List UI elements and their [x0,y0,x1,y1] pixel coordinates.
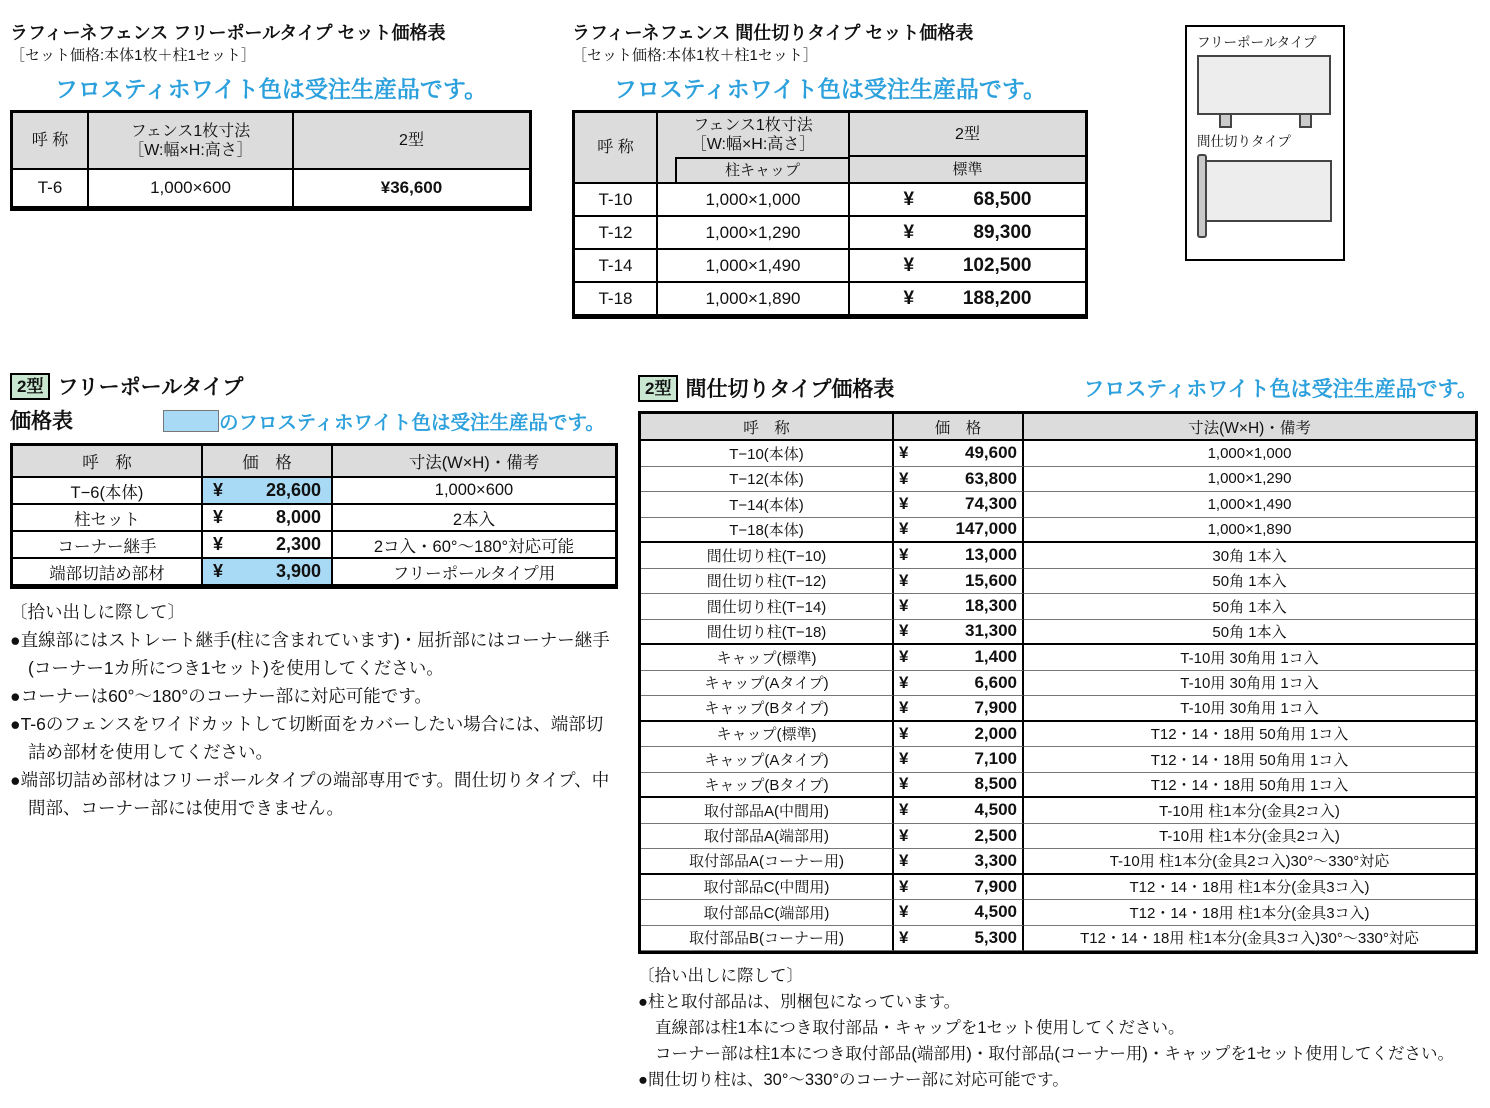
table-row [575,283,1085,316]
cell-name: キャップ(Aタイプ) [641,671,894,697]
yen-sign: ¥ [899,443,909,463]
cell-price [894,722,1024,748]
fence-panel-illustration [1205,160,1332,222]
cell-price [850,283,1085,316]
table-row [641,671,1475,697]
cell-name: 柱セット [13,505,203,532]
price-amount: 2,500 [974,825,1017,845]
cell-name: T−14(本体) [641,492,894,518]
cell-name: T-14 [575,250,658,283]
yen-sign: ¥ [903,188,915,210]
price-amount: 13,000 [965,545,1017,565]
cell-price [894,569,1024,595]
note-item: ●間仕切り柱は、30°〜330°のコーナー部に対応可能です。 [638,1071,1069,1089]
price-amount: 7,100 [974,749,1017,769]
size-header-line2: ［W:幅×H:高さ］ [128,141,253,159]
cell-name: 間仕切り柱(T−10) [641,543,894,569]
table-header-row [641,414,1475,441]
cell-price [894,645,1024,671]
table-row [641,569,1475,595]
cell-name: T−12(本体) [641,467,894,493]
cell-name: 取付部品A(コーナー用) [641,849,894,875]
made-to-order-notice: フロスティホワイト色は受注生産品です。 [54,76,488,102]
note-item: ●端部切詰め部材はフリーポールタイプの端部専用です。間仕切りタイプ、中間部、コーナー部には使用できません。 [10,770,610,818]
table-row [641,467,1475,493]
cell-price [203,478,333,505]
note-item: ●T-6のフェンスをワイドカットして切断面をカバーしたい場合には、端部切詰め部材を使用してください。 [10,714,604,762]
table-row [641,926,1475,952]
price-amount: 89,300 [973,221,1032,243]
yen-sign: ¥ [903,221,915,243]
table-row [641,645,1475,671]
made-to-order-notice: フロスティホワイト色は受注生産品です。 [1083,378,1478,401]
yen-sign: ¥ [899,647,909,667]
note-item: ●直線部にはストレート継手(柱に含まれています)・屈折部にはコーナー継手(コーナー1カ所につき1セット)を使用してください。 [10,630,610,678]
cell-price [894,926,1024,952]
price-amount: 188,200 [962,287,1032,309]
column-header-note: 寸法(W×H)・備考 [1024,414,1475,441]
free-pole-set-price-table [10,110,532,211]
partition-price-section [638,373,1478,1093]
cell-price [894,849,1024,875]
yen-sign: ¥ [899,570,909,590]
partition-type-label: 間仕切りタイプ [1197,134,1291,149]
cell-note: 2コ入・60°〜180°対応可能 [333,532,615,559]
yen-sign: ¥ [899,800,909,820]
column-header-name: 呼 称 [13,113,89,170]
table-header-row [575,113,1085,157]
price-amount: 3,300 [974,850,1017,870]
cell-price [894,696,1024,722]
cell-note: T12・14・18用 柱1本分(金具3コ入)30°〜330°対応 [1024,926,1475,952]
price-amount: 28,600 [265,480,321,500]
cell-note: T12・14・18用 柱1本分(金具3コ入) [1024,900,1475,926]
column-header-type2: 2型 [850,113,1085,157]
subheader-pillar-cap [658,157,850,184]
cell-note: 1,000×1,490 [1024,492,1475,518]
cell-price [894,900,1024,926]
fence-panel-illustration [1197,55,1331,115]
price-amount: 74,300 [965,494,1017,514]
partition-illustration [1197,154,1333,246]
table-row [641,747,1475,773]
cell-note: T12・14・18用 50角用 1コ入 [1024,773,1475,799]
price-amount: 1,400 [974,647,1017,667]
cell-name: 取付部品A(端部用) [641,824,894,850]
free-pole-type-label: フリーポールタイプ [1197,35,1317,50]
cell-price [203,559,333,586]
free-pole-illustration [1197,55,1333,133]
made-to-order-notice: のフロスティホワイト色は受注生産品です。 [219,412,605,434]
cell-note: T12・14・18用 柱1本分(金具3コ入) [1024,875,1475,901]
price-amount: 4,500 [974,800,1017,820]
table-row [641,492,1475,518]
price-amount: 4,500 [974,902,1017,922]
yen-sign: ¥ [903,254,915,276]
cell-name: 間仕切り柱(T−12) [641,569,894,595]
size-header-line2: ［W:幅×H:高さ］ [690,136,816,153]
yen-sign: ¥ [899,545,909,565]
table-row [641,696,1475,722]
yen-sign: ¥ [213,534,224,554]
size-header-line1: フェンス1枚寸法 [130,122,251,140]
partition-set-price-section [572,22,1088,319]
table-row [13,559,615,586]
price-amount: 8,500 [974,774,1017,794]
cell-size: 1,000×1,290 [658,217,850,250]
yen-sign: ¥ [213,561,224,581]
table-row [641,849,1475,875]
partition-set-price-table [572,110,1088,319]
cell-note: T12・14・18用 50角用 1コ入 [1024,747,1475,773]
yen-sign: ¥ [899,697,909,717]
price-amount: 8,000 [275,507,321,527]
price-amount: 7,900 [974,697,1017,717]
cell-note: T-10用 30角用 1コ入 [1024,671,1475,697]
table-row [641,620,1475,646]
column-header-type2: 2型 [294,113,529,170]
cell-note: T-10用 柱1本分(金具2コ入) [1024,798,1475,824]
yen-sign: ¥ [899,723,909,743]
cell-note: T-10用 30角用 1コ入 [1024,696,1475,722]
cell-price [894,594,1024,620]
cell-name: 端部切詰め部材 [13,559,203,586]
cell-note: T-10用 柱1本分(金具2コ入)30°〜330°対応 [1024,849,1475,875]
pole-foot-illustration [1299,113,1312,128]
cell-price [894,671,1024,697]
yen-sign: ¥ [899,494,909,514]
cell-name: キャップ(標準) [641,722,894,748]
table-header-row [13,446,615,478]
cell-price [894,543,1024,569]
cell-note: T-10用 30角用 1コ入 [1024,645,1475,671]
table-row [641,543,1475,569]
table-row [13,170,529,208]
cell-name: 取付部品B(コーナー用) [641,926,894,952]
notes-title: 〔拾い出しに際して〕 [638,967,803,985]
section-subtitle: ［セット価格:本体1枚＋柱1セット］ [572,47,818,64]
cell-price [850,184,1085,217]
section-subtitle: ［セット価格:本体1枚＋柱1セット］ [10,47,256,64]
yen-sign: ¥ [213,507,224,527]
table-row [575,184,1085,217]
table-row [641,773,1475,799]
cell-note: T12・14・18用 50角用 1コ入 [1024,722,1475,748]
section-heading-row [638,373,1478,403]
table-row [641,594,1475,620]
section-heading [638,375,894,403]
cell-name: キャップ(Aタイプ) [641,747,894,773]
table-row [641,900,1475,926]
cell-price [894,747,1024,773]
table-header-row [13,113,529,170]
cell-note: T-10用 柱1本分(金具2コ入) [1024,824,1475,850]
fence-type-diagram [1185,25,1345,261]
cell-note: フリーポールタイプ用 [333,559,615,586]
yen-sign: ¥ [899,850,909,870]
column-header-name: 呼 称 [575,113,658,184]
cell-name: T-10 [575,184,658,217]
cell-name: キャップ(Bタイプ) [641,696,894,722]
cell-name: T-6 [13,170,89,208]
cell-price [894,620,1024,646]
cell-name: T−18(本体) [641,518,894,544]
cell-size: 1,000×1,890 [658,283,850,316]
cell-name: T-12 [575,217,658,250]
cell-name: コーナー継手 [13,532,203,559]
type2-badge: 2型 [638,375,678,402]
yen-sign: ¥ [899,902,909,922]
cell-price: ¥36,600 [294,170,529,208]
note-item: ●柱と取付部品は、別梱包になっています。 [638,993,961,1011]
price-amount: 147,000 [955,519,1017,539]
price-amount: 2,000 [974,723,1017,743]
table-row [641,441,1475,467]
cell-name: キャップ(標準) [641,645,894,671]
cell-price [894,518,1024,544]
price-amount: 3,900 [275,561,321,581]
size-header-line1: フェンス1枚寸法 [693,117,813,134]
cell-name: 間仕切り柱(T−18) [641,620,894,646]
column-header-size [658,113,850,157]
yen-sign: ¥ [213,480,224,500]
cell-note: 1,000×1,000 [1024,441,1475,467]
cell-note: 30角 1本入 [1024,543,1475,569]
price-amount: 68,500 [973,188,1032,210]
yen-sign: ¥ [899,876,909,896]
price-amount: 49,600 [965,443,1017,463]
section-heading [10,373,618,401]
price-amount: 2,300 [275,534,321,554]
price-amount: 6,600 [974,672,1017,692]
price-amount: 5,300 [974,927,1017,947]
table-row [641,798,1475,824]
column-header-note: 寸法(W×H)・備考 [333,446,615,478]
free-pole-price-section [10,373,618,822]
cell-note: 2本入 [333,505,615,532]
note-item: ●コーナーは60°〜180°のコーナー部に対応可能です。 [10,686,432,706]
table-row [641,824,1475,850]
cell-note: 50角 1本入 [1024,620,1475,646]
price-amount: 31,300 [965,621,1017,641]
cell-price [894,773,1024,799]
table-row [13,532,615,559]
pickup-notes [10,598,618,822]
cell-note: 50角 1本入 [1024,569,1475,595]
cell-price [894,875,1024,901]
yen-sign: ¥ [899,774,909,794]
cell-price [894,824,1024,850]
table-row [641,722,1475,748]
pillar-cap-label: 柱キャップ [675,157,848,182]
column-header-name: 呼 称 [641,414,894,441]
section-title: ラフィーネフェンス 間仕切りタイプ セット価格表 [572,23,974,43]
cell-price [894,467,1024,493]
free-pole-price-table [10,443,618,589]
partition-price-table [638,411,1478,954]
cell-name: キャップ(Bタイプ) [641,773,894,799]
price-amount: 7,900 [974,876,1017,896]
cell-note: 1,000×1,890 [1024,518,1475,544]
yen-sign: ¥ [903,287,915,309]
made-to-order-notice: フロスティホワイト色は受注生産品です。 [613,76,1047,102]
cell-note: 50角 1本入 [1024,594,1475,620]
cell-price [850,250,1085,283]
table-row [13,478,615,505]
price-list-label: 価格表 [10,409,73,433]
cell-price [894,441,1024,467]
heading-text: フリーポールタイプ [57,376,244,399]
yen-sign: ¥ [899,927,909,947]
free-pole-set-price-section [10,22,532,211]
yen-sign: ¥ [899,468,909,488]
cell-name: T−10(本体) [641,441,894,467]
table-row [641,518,1475,544]
pole-foot-illustration [1219,113,1232,128]
note-item: 直線部は柱1本につき取付部品・キャップを1セット使用してください。 [655,1019,1185,1037]
cell-name: T-18 [575,283,658,316]
column-header-price: 価 格 [203,446,333,478]
table-row [641,875,1475,901]
price-list-subheading-row [10,407,618,435]
cell-size: 1,000×1,000 [658,184,850,217]
frosty-white-color-swatch [163,410,219,432]
subheader-standard: 標準 [850,157,1085,184]
heading-text: 間仕切りタイプ価格表 [685,378,895,401]
yen-sign: ¥ [899,596,909,616]
price-amount: 18,300 [965,596,1017,616]
cell-name: 取付部品C(端部用) [641,900,894,926]
cell-name: 取付部品A(中間用) [641,798,894,824]
notes-title: 〔拾い出しに際して〕 [10,602,185,622]
type2-badge: 2型 [10,373,50,400]
yen-sign: ¥ [899,825,909,845]
column-header-price: 価 格 [894,414,1024,441]
table-row [575,217,1085,250]
cell-name: T−6(本体) [13,478,203,505]
cell-price [850,217,1085,250]
yen-sign: ¥ [899,672,909,692]
yen-sign: ¥ [899,519,909,539]
cell-name: 間仕切り柱(T−14) [641,594,894,620]
cell-price [894,492,1024,518]
yen-sign: ¥ [899,621,909,641]
table-row [575,250,1085,283]
price-amount: 102,500 [962,254,1032,276]
column-header-name: 呼 称 [13,446,203,478]
cell-price [203,532,333,559]
section-title: ラフィーネフェンス フリーポールタイプ セット価格表 [10,23,446,43]
pickup-notes [638,963,1478,1093]
cell-note: 1,000×1,290 [1024,467,1475,493]
price-amount: 63,800 [965,468,1017,488]
table-row [13,505,615,532]
cell-price [203,505,333,532]
cell-size: 1,000×600 [89,170,294,208]
column-header-size [89,113,294,170]
cell-name: 取付部品C(中間用) [641,875,894,901]
cell-note: 1,000×600 [333,478,615,505]
cell-size: 1,000×1,490 [658,250,850,283]
price-amount: 15,600 [965,570,1017,590]
cell-price [894,798,1024,824]
yen-sign: ¥ [899,749,909,769]
note-item: コーナー部は柱1本につき取付部品(端部用)・取付部品(コーナー用)・キャップを1セット使用してください。 [655,1045,1455,1063]
